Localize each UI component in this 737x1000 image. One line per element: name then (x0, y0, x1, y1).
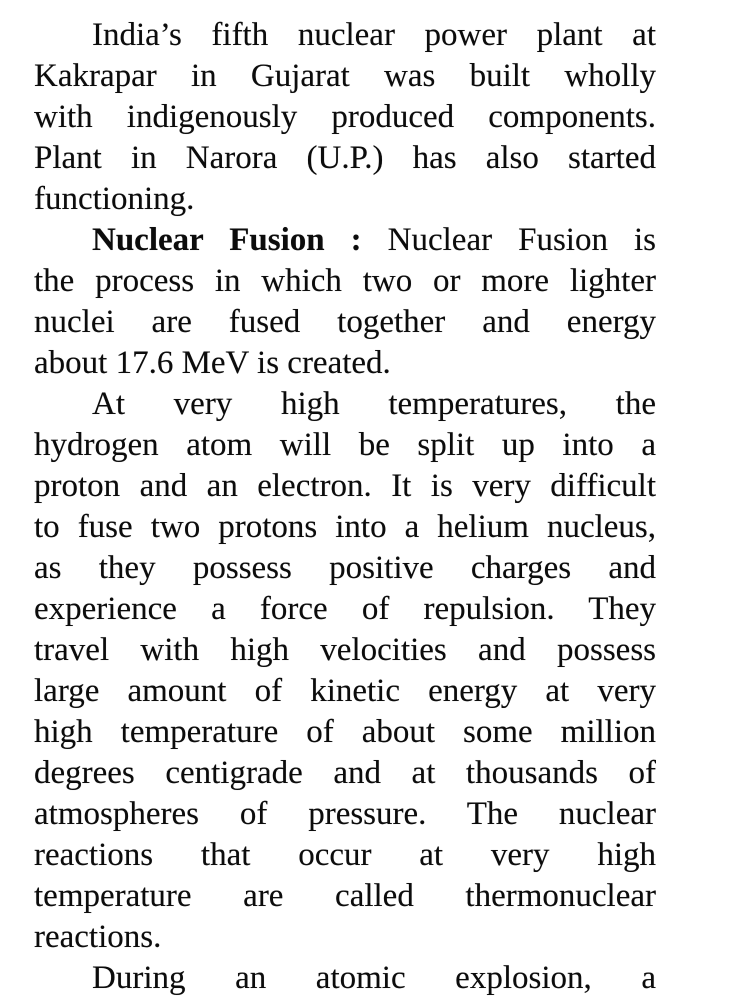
text-line (34, 220, 656, 261)
text-line: to fuse two protons into a helium nucleus, (34, 509, 656, 545)
text-line: India’s fifth nuclear power plant at (92, 17, 656, 53)
text-line: hydrogen atom will be split up into a (34, 427, 656, 463)
text-line: nuclei are fused together and energy (34, 304, 656, 340)
text-line: degrees centigrade and at thousands of (34, 755, 656, 791)
text-line: about 17.6 MeV is created. (34, 345, 391, 381)
text-line: functioning. (34, 181, 195, 217)
text-line: atmospheres of pressure. The nuclear (34, 796, 656, 832)
text-line: During an atomic explosion, a (92, 960, 656, 996)
paragraph-high-temperatures (34, 384, 656, 958)
text-line: experience a force of repulsion. They (34, 591, 656, 627)
text-line: reactions that occur at very high (34, 837, 656, 873)
text-line: temperature are called thermonuclear (34, 878, 656, 914)
paragraph-nuclear-fusion-definition (34, 220, 656, 384)
text-line: the process in which two or more lighter (34, 263, 656, 299)
text-line: Plant in Narora (U.P.) has also started (34, 140, 656, 176)
paragraph-atomic-explosion (34, 958, 656, 999)
text-line: high temperature of about some million (34, 714, 656, 750)
paragraph-nuclear-power-plants (34, 15, 656, 220)
text-column (34, 15, 656, 999)
text-line: reactions. (34, 919, 162, 955)
heading-rest-text: Nuclear Fusion is (387, 222, 656, 258)
text-line: Kakrapar in Gujarat was built wholly (34, 58, 656, 94)
text-line: large amount of kinetic energy at very (34, 673, 656, 709)
text-line: as they possess positive charges and (34, 550, 656, 586)
text-line: with indigenously produced components. (34, 99, 656, 135)
text-line: proton and an electron. It is very difficult (34, 468, 656, 504)
text-line: travel with high velocities and possess (34, 632, 656, 668)
nuclear-fusion-heading: Nuclear Fusion : (92, 222, 362, 258)
text-line: At very high temperatures, the (92, 386, 656, 422)
